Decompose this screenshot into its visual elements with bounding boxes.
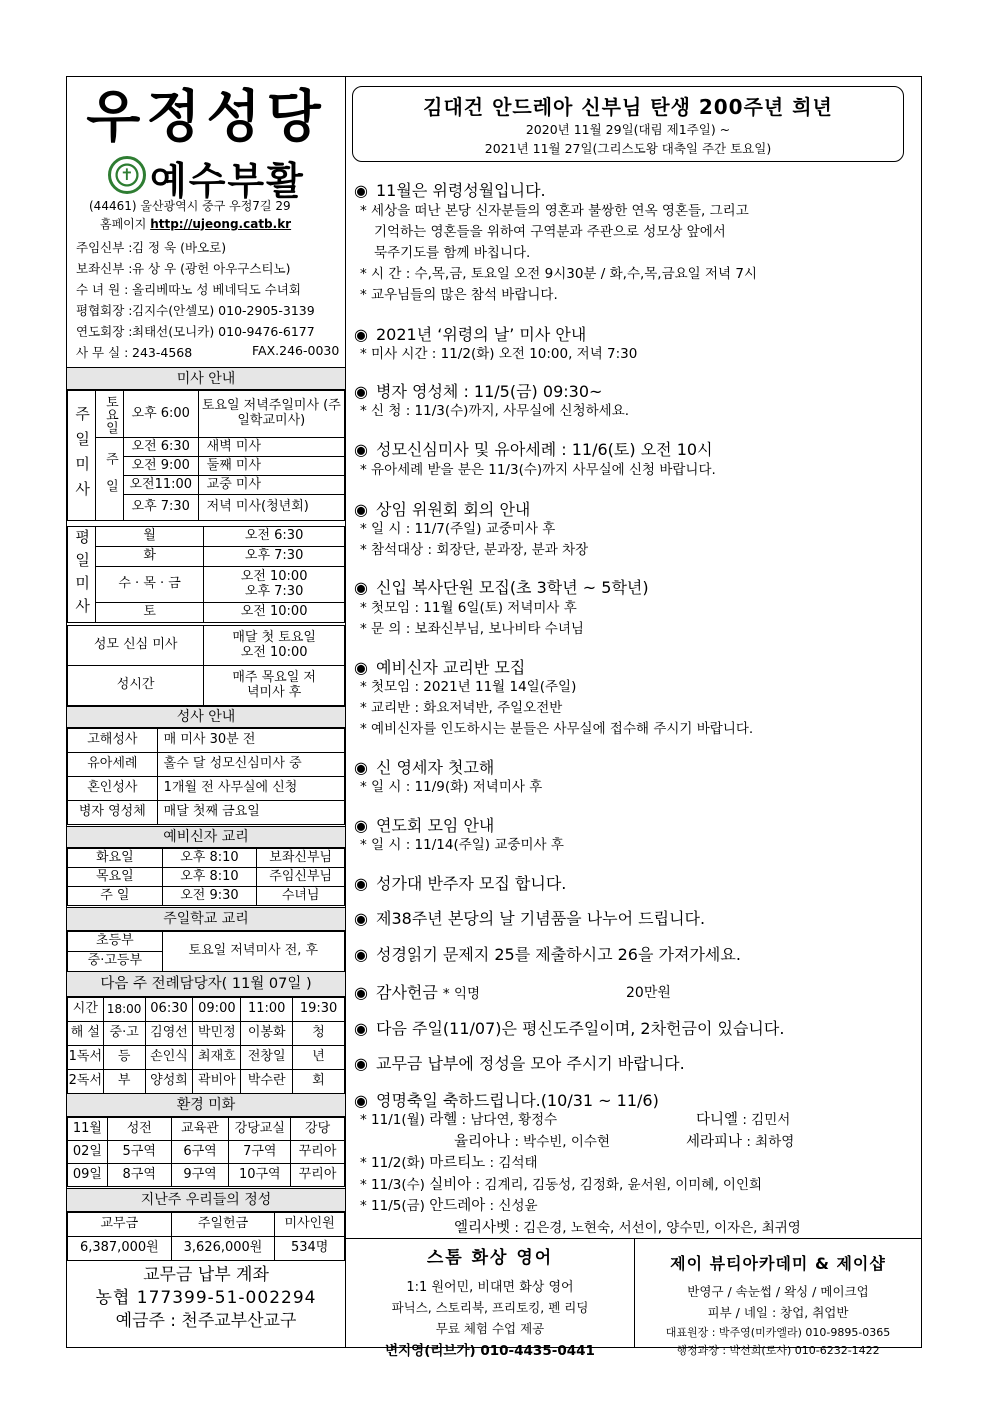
ad-english-contact: 변지영(리브가) 010-4435-0441 xyxy=(385,1343,595,1359)
fax-number: FAX.246-0030 xyxy=(252,343,340,358)
ad-english xyxy=(346,1239,635,1359)
cleaning-date: 09일 xyxy=(68,1164,108,1187)
account-number: 농협 177399-51-002294 xyxy=(95,1288,317,1308)
account-box xyxy=(67,1264,345,1333)
cleaning-cell: 8구역 xyxy=(107,1164,171,1187)
catechumen-day: 화요일 xyxy=(68,849,163,868)
cleaning-cell: 9구역 xyxy=(171,1164,229,1187)
offering-value: 6,387,000원 xyxy=(68,1237,172,1261)
notice-line: * 신 청 : 11/3(수)까지, 사무실에 신청하세요. xyxy=(360,403,630,419)
minister-cell: 부 xyxy=(103,1070,145,1094)
weekday-day: 토 xyxy=(95,603,203,623)
minister-cell: 손인식 xyxy=(145,1046,193,1070)
minister-cell: 전창일 xyxy=(241,1046,293,1070)
ad-beauty-line: 반영구 / 속눈썹 / 왁싱 / 메이크업 xyxy=(687,1284,869,1299)
notice-line: * 세상을 떠난 본당 신자분들의 영혼과 불쌍한 연옥 영혼들, 그리고 기억하는 영혼들을 위하여 구역분과 주관으로 성모상 앞에서 묵주기도를 함께 바칩니다. * 시 간 : 수,목,금, 토요일 오전 9시30분 / 화,수,목,금요일 저녁 7시 * 교우님들의 많은 참석 바랍니다. xyxy=(360,203,758,303)
minister-header: 19:30 xyxy=(293,998,345,1022)
weekday-time: 오전 10:00 오후 7:30 xyxy=(204,567,345,603)
catechumen-time: 오전 9:30 xyxy=(162,887,257,906)
offering-header: 교무금 xyxy=(68,1213,172,1237)
cleaning-header: 11월 xyxy=(68,1118,108,1141)
feast-row: * 11/3(수) 실비아 : 김계리, 김동성, 김정화, 윤서원, 이미혜, 이인희 xyxy=(360,1176,763,1193)
feast-row: 율리아나 : 박수빈, 이수현 세라피나 : 최하영 xyxy=(454,1133,795,1150)
offering-value: 3,626,000원 xyxy=(171,1237,275,1261)
minister-cell: 회 xyxy=(293,1070,345,1094)
sacrament-label: 유아세례 xyxy=(68,753,158,777)
sacraments-table xyxy=(67,728,345,825)
staff-name: 김 정 욱 (바오로) xyxy=(132,240,227,255)
weekday-mass-table xyxy=(67,526,345,623)
sacraments-section-title: 성사 안내 xyxy=(67,706,345,728)
staff-name: 유 상 우 (광헌 아우구스티노) xyxy=(132,261,291,276)
sunday-desc: 둘째 미사 xyxy=(198,457,344,476)
homepage-link[interactable]: http://ujeong.catb.kr xyxy=(150,217,292,231)
homepage xyxy=(100,215,291,232)
notice-title: ◉ 교무금 납부에 정성을 모아 주시기 바랍니다. xyxy=(354,1054,685,1073)
notice-line: * 첫모임 : 11월 6일(토) 저녁미사 후 * 문 의 : 보좌신부님, 보나비타 수녀님 xyxy=(360,600,584,637)
staff-row xyxy=(76,259,290,277)
cleaning-section-title: 환경 미화 xyxy=(67,1093,345,1117)
feast-row: * 11/5(금) 안드레아 : 신성윤 xyxy=(360,1198,538,1214)
staff-row xyxy=(76,322,315,340)
notice-title: ◉ 예비신자 교리반 모집 xyxy=(354,658,526,677)
jubilee-banner xyxy=(352,86,904,162)
jubilee-date-start: 2020년 11월 29일(대림 제1주일) ~ xyxy=(525,122,731,137)
minister-header: 09:00 xyxy=(193,998,241,1022)
notice-title: ◉ 신 영세자 첫고해 xyxy=(354,758,495,777)
sunday-school-section-title: 주일학교 교리 xyxy=(67,907,345,931)
offering-value: 534명 xyxy=(275,1237,345,1261)
sunday-time: 오후 7:30 xyxy=(123,495,198,521)
saturday-desc: 토요일 저녁주일미사 (주일학교미사) xyxy=(198,391,344,438)
sunday-mass-label: 주일미사 xyxy=(68,391,96,521)
catechumen-day: 주 일 xyxy=(68,887,163,906)
offering-table xyxy=(67,1212,345,1261)
minister-header: 18:00 xyxy=(103,998,145,1022)
jubilee-title: 김대건 안드레아 신부님 탄생 200주년 희년 xyxy=(423,95,833,119)
special-mass-table xyxy=(67,625,345,706)
staff-name: 올리베따노 성 베네딕도 수녀회 xyxy=(132,282,301,297)
holy-mother-mass-value: 매달 첫 토요일 오전 10:00 xyxy=(204,626,345,666)
bullet-icon: ◉ xyxy=(354,1054,368,1073)
sacrament-value: 1개월 전 사무실에 신청 xyxy=(157,777,344,801)
sunday-desc: 새벽 미사 xyxy=(198,438,344,457)
notice-line: * 미사 시간 : 11/2(화) 오전 10:00, 저녁 7:30 xyxy=(360,346,638,362)
staff-role: 평협회장 : xyxy=(76,303,133,318)
sacrament-value: 매 미사 30분 전 xyxy=(157,729,344,753)
minister-cell: 양성희 xyxy=(145,1070,193,1094)
bullet-icon: ◉ xyxy=(354,874,368,893)
sunday-desc: 저녁 미사(청년회) xyxy=(198,495,344,521)
minister-cell: 등 xyxy=(103,1046,145,1070)
sacrament-value: 홀수 달 성모신심미사 중 xyxy=(157,753,344,777)
weekday-time: 오전 6:30 xyxy=(204,527,345,547)
ad-english-line: 파닉스, 스토리북, 프리토킹, 펜 리딩 xyxy=(391,1300,589,1315)
notice-line: * 유아세례 받을 분은 11/3(수)까지 사무실에 신청 바랍니다. xyxy=(360,462,716,478)
notice-title: ◉ 신입 복사단원 모집(초 3학년 ~ 5학년) xyxy=(354,578,649,597)
offering-header: 미사인원 xyxy=(275,1213,345,1237)
notice-title: ◉ 다음 주일(11/07)은 평신도주일이며, 2차헌금이 있습니다. xyxy=(354,1019,785,1038)
staff-role: 수 녀 원 : xyxy=(76,282,129,297)
sunday-school-time: 토요일 저녁미사 전, 후 xyxy=(162,932,344,972)
motto: 예수부활 xyxy=(150,158,305,203)
notice-title: ◉ 11월은 위령성월입니다. xyxy=(354,181,546,200)
minister-cell: 박민정 xyxy=(193,1022,241,1046)
weekday-time: 오전 10:00 xyxy=(204,603,345,623)
staff-name: 김지수(안셀모) 010-2905-3139 xyxy=(132,303,315,318)
sunday-time: 오전11:00 xyxy=(123,476,198,495)
minister-cell: 김영선 xyxy=(145,1022,193,1046)
sunday-desc: 교중 미사 xyxy=(198,476,344,495)
ad-beauty-line: 피부 / 네일 : 창업, 취업반 xyxy=(707,1305,849,1320)
adoration-label: 성시간 xyxy=(68,666,204,706)
bullet-icon: ◉ xyxy=(354,983,368,1002)
bullet-icon: ◉ xyxy=(354,816,368,835)
minister-cell: 곽비아 xyxy=(193,1070,241,1094)
sunday-time: 오전 6:30 xyxy=(123,438,198,457)
minister-role: 2독서 xyxy=(68,1070,104,1094)
notice-title: ◉ 병자 영성체 : 11/5(금) 09:30~ xyxy=(354,382,603,401)
ministers-table xyxy=(67,997,345,1094)
grade-elementary: 초등부 xyxy=(68,932,163,952)
ad-beauty-line: 대표원장 : 박주영(미카엘라) 010-9895-0365 xyxy=(665,1326,891,1339)
minister-cell: 청 xyxy=(293,1022,345,1046)
cleaning-cell: 10구역 xyxy=(229,1164,291,1187)
mass-table xyxy=(67,390,345,521)
staff-role: 연도회장 : xyxy=(76,324,133,339)
catechumen-section-title: 예비신자 교리 xyxy=(67,826,345,848)
ad-english-line: 무료 체험 수업 제공 xyxy=(435,1321,545,1336)
bullet-icon: ◉ xyxy=(354,1091,368,1110)
staff-row xyxy=(76,343,340,361)
feast-row: 엘리사벳 : 김은경, 노현숙, 서선이, 양수민, 이자은, 최귀영 xyxy=(454,1219,801,1236)
catechumen-day: 목요일 xyxy=(68,868,163,887)
notice-title: ◉ 2021년 ‘위령의 날’ 미사 안내 xyxy=(354,325,587,344)
grade-middle-high: 중·고등부 xyxy=(68,952,163,972)
bullet-icon: ◉ xyxy=(354,440,368,459)
ministers-section-title: 다음 주 전례담당자( 11월 07일 ) xyxy=(67,971,345,997)
minister-role: 1독서 xyxy=(68,1046,104,1070)
offering-header: 주일헌금 xyxy=(171,1213,275,1237)
staff-name: 243-4568 xyxy=(132,345,193,360)
cleaning-header: 교육관 xyxy=(171,1118,229,1141)
notice-title: ◉ 영명축일 축하드립니다.(10/31 ~ 11/6) xyxy=(354,1091,659,1110)
feast-row: * 11/1(월) 라헬 : 남다연, 황정수 다니엘 : 김민서 xyxy=(360,1112,791,1128)
notice-title: ◉ 성모신심미사 및 유아세례 : 11/6(토) 오전 10시 xyxy=(354,440,713,459)
parish-title: 우정성당 xyxy=(86,85,327,150)
bullet-icon: ◉ xyxy=(354,181,368,200)
sacrament-label: 병자 영성체 xyxy=(68,801,158,825)
bullet-icon: ◉ xyxy=(354,1019,368,1038)
bullet-icon: ◉ xyxy=(354,758,368,777)
donor-name: 익명 xyxy=(453,986,481,1002)
sacrament-label: 혼인성사 xyxy=(68,777,158,801)
catechumen-teacher: 수녀님 xyxy=(257,887,345,906)
weekday-day: 화 xyxy=(95,547,203,567)
bullet-icon: ◉ xyxy=(354,500,368,519)
cleaning-table xyxy=(67,1117,345,1187)
bullet-icon: ◉ xyxy=(354,658,368,677)
saturday-label: 토요일 xyxy=(95,391,123,438)
notice-title: ◉ 성경읽기 문제지 25를 제출하시고 26을 가져가세요. xyxy=(354,945,741,964)
cleaning-cell: 꾸리아 xyxy=(291,1164,345,1187)
column-divider xyxy=(345,76,346,1348)
cleaning-header: 강당 xyxy=(291,1118,345,1141)
catechumen-time: 오후 8:10 xyxy=(162,849,257,868)
staff-name: 최태선(모니카) 010-9476-6177 xyxy=(132,324,315,339)
minister-cell: 중·고 xyxy=(103,1022,145,1046)
cleaning-cell: 7구역 xyxy=(229,1141,291,1164)
notice-line: * 일 시 : 11/7(주일) 교중미사 후 * 참석대상 : 회장단, 분과장, 분과 차장 xyxy=(360,521,589,558)
minister-cell: 최재호 xyxy=(193,1046,241,1070)
weekday-time: 오후 7:30 xyxy=(204,547,345,567)
ad-beauty-title: 제이 뷰티아카데미 & 제이샵 xyxy=(670,1254,886,1273)
saturday-time: 오후 6:00 xyxy=(123,391,198,438)
staff-role: 보좌신부 : xyxy=(76,261,133,276)
notice-title: ◉ 연도회 모임 안내 xyxy=(354,816,495,835)
feast-list xyxy=(360,1110,801,1239)
staff-row xyxy=(76,238,226,256)
notice-title: ◉ 감사헌금 * 익명 20만원 xyxy=(354,983,671,1002)
weekday-day: 월 xyxy=(95,527,203,547)
offering-section-title: 지난주 우리들의 정성 xyxy=(67,1188,345,1212)
catechumen-time: 오후 8:10 xyxy=(162,868,257,887)
homepage-label: 홈페이지 xyxy=(100,217,147,231)
minister-header: 06:30 xyxy=(145,998,193,1022)
minister-cell: 박수란 xyxy=(241,1070,293,1094)
notice-line: * 일 시 : 11/14(주일) 교중미사 후 xyxy=(360,837,564,853)
cleaning-header: 성전 xyxy=(107,1118,171,1141)
cleaning-header: 강당교실 xyxy=(229,1118,291,1141)
staff-row xyxy=(76,301,315,319)
bullet-icon: ◉ xyxy=(354,909,368,928)
account-title: 교무금 납부 계좌 xyxy=(143,1265,269,1285)
jubilee-date-end: 2021년 11월 27일(그리스도왕 대축일 주간 토요일) xyxy=(484,141,772,156)
cleaning-cell: 6구역 xyxy=(171,1141,229,1164)
sunday-label: 주일 xyxy=(95,438,123,521)
ad-beauty xyxy=(636,1239,920,1357)
donation-amount: 20만원 xyxy=(626,985,671,1001)
catechumen-table xyxy=(67,848,345,906)
minister-cell: 이봉화 xyxy=(241,1022,293,1046)
notice-line: * 첫모임 : 2021년 11월 14일(주일) * 교리반 : 화요저녁반, 주일오전반 * 예비신자를 인도하시는 분들은 사무실에 접수해 주시기 바랍니다. xyxy=(360,679,754,737)
account-holder: 예금주 : 천주교부산교구 xyxy=(115,1311,297,1331)
notice-line: * 일 시 : 11/9(화) 저녁미사 후 xyxy=(360,779,543,795)
sunday-time: 오전 9:00 xyxy=(123,457,198,476)
notice-title: ◉ 성가대 반주자 모집 합니다. xyxy=(354,874,567,893)
minister-header: 시간 xyxy=(68,998,104,1022)
sacrament-label: 고해성사 xyxy=(68,729,158,753)
adoration-value: 매주 목요일 저녁미사 후 xyxy=(204,666,345,706)
parish-logo-icon: ✝ xyxy=(108,156,146,194)
notice-title: ◉ 제38주년 본당의 날 기념품을 나누어 드립니다. xyxy=(354,909,706,928)
holy-mother-mass-label: 성모 신심 미사 xyxy=(68,626,204,666)
staff-role: 사 무 실 : xyxy=(76,345,129,360)
ad-beauty-line: 행정과장 : 박선희(로사) 010-6232-1422 xyxy=(676,1344,880,1357)
bullet-icon: ◉ xyxy=(354,578,368,597)
sacrament-value: 매달 첫째 금요일 xyxy=(157,801,344,825)
mass-section-title: 미사 안내 xyxy=(67,367,345,390)
weekday-day: 수 · 목 · 금 xyxy=(95,567,203,603)
cleaning-cell: 5구역 xyxy=(107,1141,171,1164)
ad-english-title: 스톰 화상 영어 xyxy=(426,1248,554,1268)
cleaning-cell: 꾸리아 xyxy=(291,1141,345,1164)
minister-role: 해 설 xyxy=(68,1022,104,1046)
minister-cell: 년 xyxy=(293,1046,345,1070)
notice-title: ◉ 상임 위원회 회의 안내 xyxy=(354,500,531,519)
staff-row xyxy=(76,280,301,298)
ad-english-line: 1:1 원어민, 비대면 화상 영어 xyxy=(406,1280,574,1295)
feast-row: * 11/2(화) 마르티노 : 김석태 xyxy=(360,1155,538,1171)
bullet-icon: ◉ xyxy=(354,945,368,964)
bullet-icon: ◉ xyxy=(354,325,368,344)
staff-role: 주임신부 : xyxy=(76,240,133,255)
catechumen-teacher: 보좌신부님 xyxy=(257,849,345,868)
cleaning-date: 02일 xyxy=(68,1141,108,1164)
sunday-school-table xyxy=(67,931,345,972)
minister-header: 11:00 xyxy=(241,998,293,1022)
bullet-icon: ◉ xyxy=(354,382,368,401)
catechumen-teacher: 주임신부님 xyxy=(257,868,345,887)
weekday-mass-label: 평일미사 xyxy=(68,527,96,623)
address: (44461) 울산광역시 중구 우정7길 29 xyxy=(89,199,291,213)
